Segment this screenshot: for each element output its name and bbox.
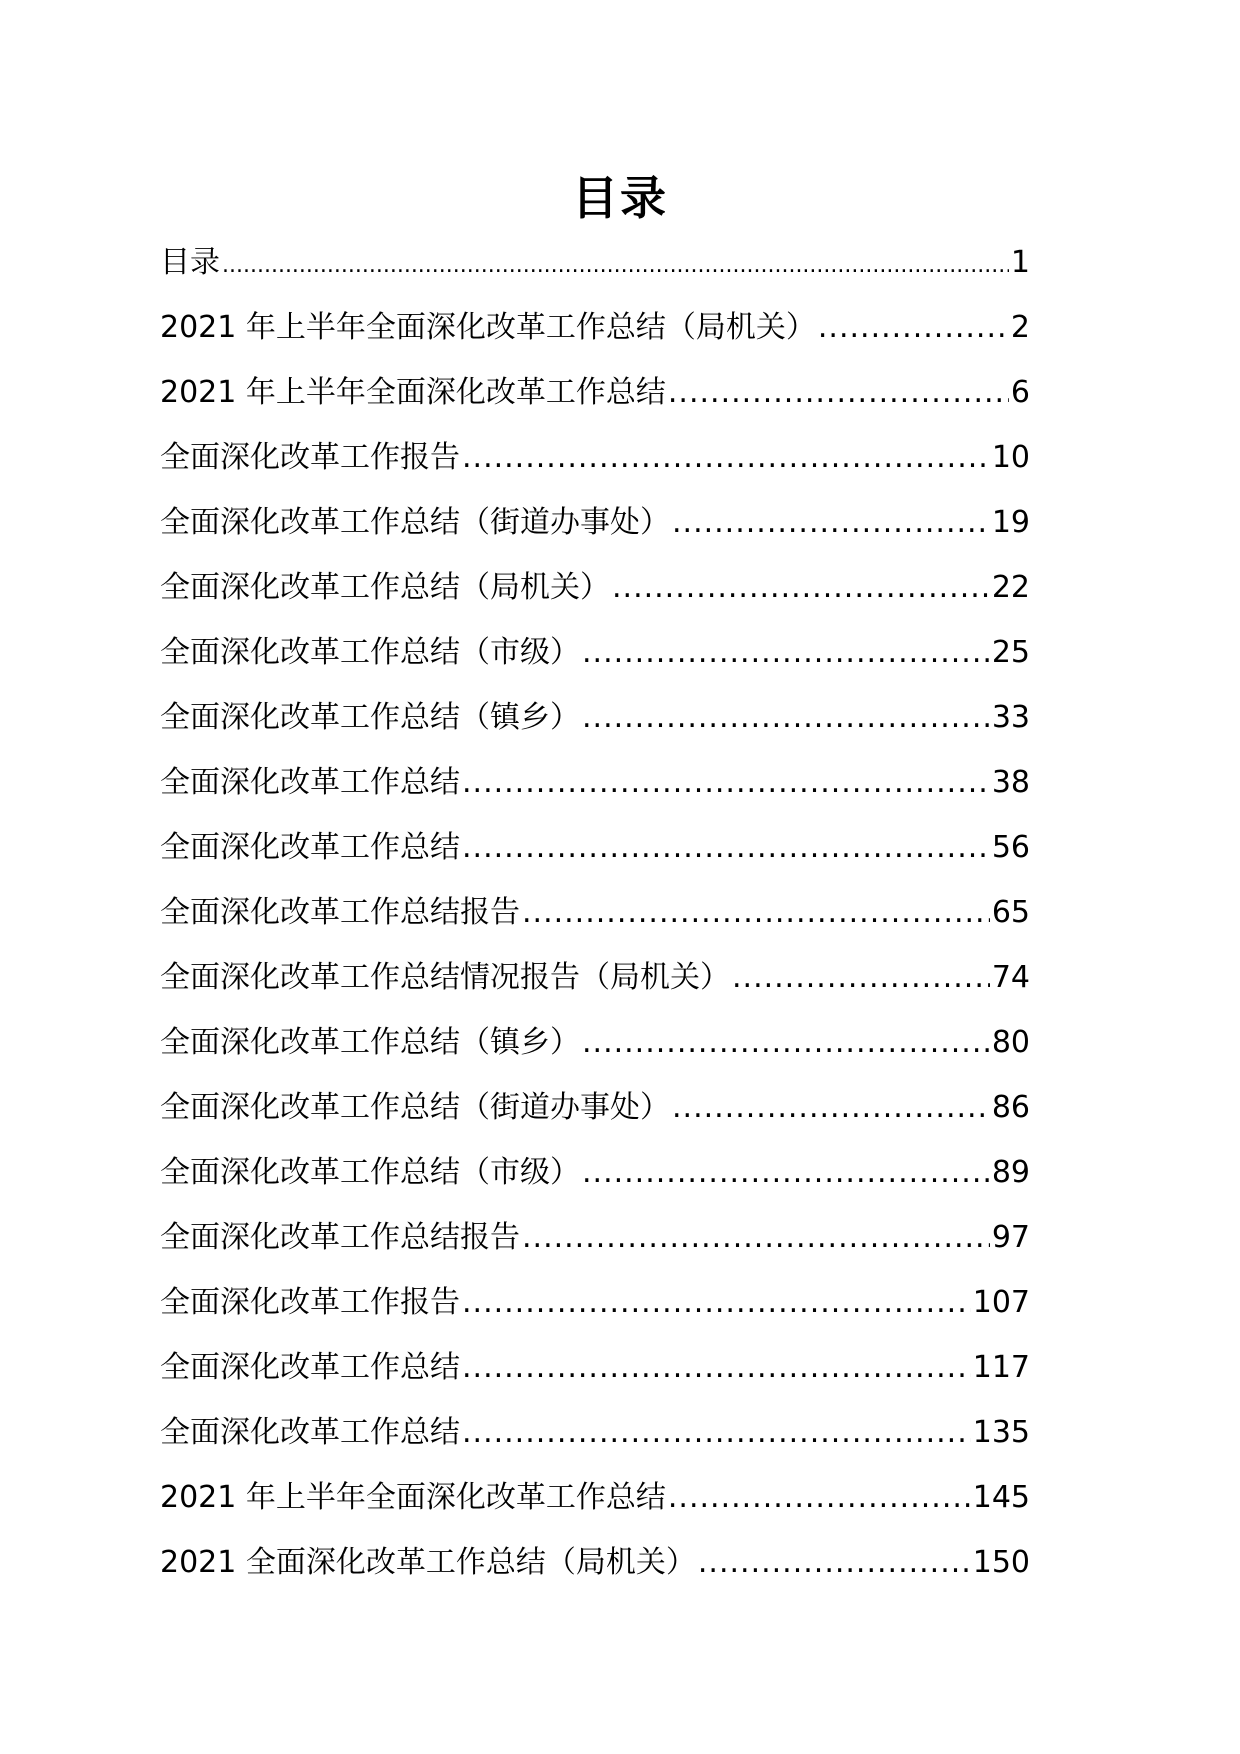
toc-leader-dots xyxy=(582,695,990,741)
toc-entry-title: 全面深化改革工作总结 xyxy=(160,830,460,865)
toc-entry-title: 2021 年上半年全面深化改革工作总结 xyxy=(160,375,666,410)
toc-entry[interactable] xyxy=(160,1020,1030,1085)
toc-entry-title: 全面深化改革工作总结（局机关） xyxy=(160,570,610,605)
toc-leader-dots xyxy=(462,1345,971,1391)
toc-entry[interactable] xyxy=(160,630,1030,695)
toc-entry-title: 2021 年上半年全面深化改革工作总结（局机关） xyxy=(160,310,816,345)
toc-entry-page: 22 xyxy=(991,570,1030,605)
toc-entry-title: 全面深化改革工作总结报告 xyxy=(160,1220,520,1255)
toc-entry-title: 全面深化改革工作总结（街道办事处） xyxy=(160,505,670,540)
toc-entry[interactable] xyxy=(160,1345,1030,1410)
toc-entry-title: 全面深化改革工作报告 xyxy=(160,1285,460,1320)
toc-entry[interactable] xyxy=(160,1150,1030,1215)
toc-leader-dots xyxy=(582,630,990,676)
toc-entry-title: 全面深化改革工作总结（市级） xyxy=(160,635,580,670)
toc-leader-dots xyxy=(668,1475,971,1521)
toc-entry-title: 全面深化改革工作总结（市级） xyxy=(160,1155,580,1190)
toc-entry[interactable] xyxy=(160,370,1030,435)
toc-entry[interactable] xyxy=(160,1215,1030,1280)
toc-leader-dots xyxy=(462,1410,971,1456)
toc-entry[interactable] xyxy=(160,1280,1030,1345)
toc-entry[interactable] xyxy=(160,1475,1030,1540)
toc-entry-page: 150 xyxy=(972,1545,1030,1580)
toc-entry[interactable] xyxy=(160,240,1030,305)
toc-entry-page: 1 xyxy=(1010,245,1030,280)
toc-entry-page: 19 xyxy=(991,505,1030,540)
toc-entry-page: 80 xyxy=(991,1025,1030,1060)
toc-entry-page: 25 xyxy=(991,635,1030,670)
toc-entry[interactable] xyxy=(160,1085,1030,1150)
toc-entry-page: 65 xyxy=(991,895,1030,930)
toc-entry[interactable] xyxy=(160,760,1030,825)
toc-leader-dots xyxy=(672,500,990,546)
toc-entry-page: 145 xyxy=(972,1480,1030,1515)
toc-leader-dots xyxy=(672,1085,990,1131)
toc-leader-dots xyxy=(462,825,990,871)
toc-leader-dots xyxy=(522,1215,990,1261)
toc-entry-title: 全面深化改革工作总结报告 xyxy=(160,895,520,930)
toc-entry[interactable] xyxy=(160,890,1030,955)
toc-entry[interactable] xyxy=(160,1540,1030,1605)
toc-leader-dots xyxy=(582,1150,990,1196)
toc-entry-page: 97 xyxy=(991,1220,1030,1255)
toc-entry-title: 2021 年上半年全面深化改革工作总结 xyxy=(160,1480,666,1515)
toc-leader-dots xyxy=(732,955,990,1001)
toc-entry-title: 2021 全面深化改革工作总结（局机关） xyxy=(160,1545,696,1580)
toc-entry-page: 89 xyxy=(991,1155,1030,1190)
toc-entry-page: 117 xyxy=(972,1350,1030,1385)
toc-entry-page: 74 xyxy=(991,960,1030,995)
toc-entry[interactable] xyxy=(160,825,1030,890)
toc-entry-title: 全面深化改革工作总结（镇乡） xyxy=(160,700,580,735)
table-of-contents xyxy=(160,240,1030,1605)
page-title: 目录 xyxy=(572,171,668,225)
toc-entry-title: 全面深化改革工作报告 xyxy=(160,440,460,475)
toc-entry-page: 107 xyxy=(972,1285,1030,1320)
toc-entry-title: 全面深化改革工作总结（街道办事处） xyxy=(160,1090,670,1125)
toc-entry-title: 全面深化改革工作总结 xyxy=(160,1350,460,1385)
toc-entry-title: 全面深化改革工作总结（镇乡） xyxy=(160,1025,580,1060)
toc-entry-title: 全面深化改革工作总结情况报告（局机关） xyxy=(160,960,730,995)
toc-entry-title: 全面深化改革工作总结 xyxy=(160,765,460,800)
toc-entry[interactable] xyxy=(160,955,1030,1020)
toc-entry-page: 10 xyxy=(991,440,1030,475)
toc-entry[interactable] xyxy=(160,500,1030,565)
toc-leader-dots xyxy=(668,370,1009,416)
toc-leader-dots xyxy=(818,305,1009,351)
toc-entry-page: 6 xyxy=(1010,375,1030,410)
toc-entry[interactable] xyxy=(160,1410,1030,1475)
toc-leader-dots xyxy=(462,1280,971,1326)
toc-entry-page: 56 xyxy=(991,830,1030,865)
toc-entry[interactable] xyxy=(160,695,1030,760)
toc-entry-page: 38 xyxy=(991,765,1030,800)
toc-entry[interactable] xyxy=(160,435,1030,500)
toc-entry[interactable] xyxy=(160,305,1030,370)
toc-leader-dots xyxy=(582,1020,990,1066)
toc-leader-dots xyxy=(612,565,990,611)
toc-entry-title: 目录 xyxy=(160,245,220,280)
toc-entry-page: 2 xyxy=(1010,310,1030,345)
toc-leader-dots xyxy=(222,243,1009,289)
toc-entry[interactable] xyxy=(160,565,1030,630)
toc-entry-page: 86 xyxy=(991,1090,1030,1125)
toc-leader-dots xyxy=(698,1540,971,1586)
toc-leader-dots xyxy=(462,435,990,481)
toc-leader-dots xyxy=(522,890,990,936)
toc-entry-page: 135 xyxy=(972,1415,1030,1450)
toc-entry-title: 全面深化改革工作总结 xyxy=(160,1415,460,1450)
toc-entry-page: 33 xyxy=(991,700,1030,735)
toc-leader-dots xyxy=(462,760,990,806)
